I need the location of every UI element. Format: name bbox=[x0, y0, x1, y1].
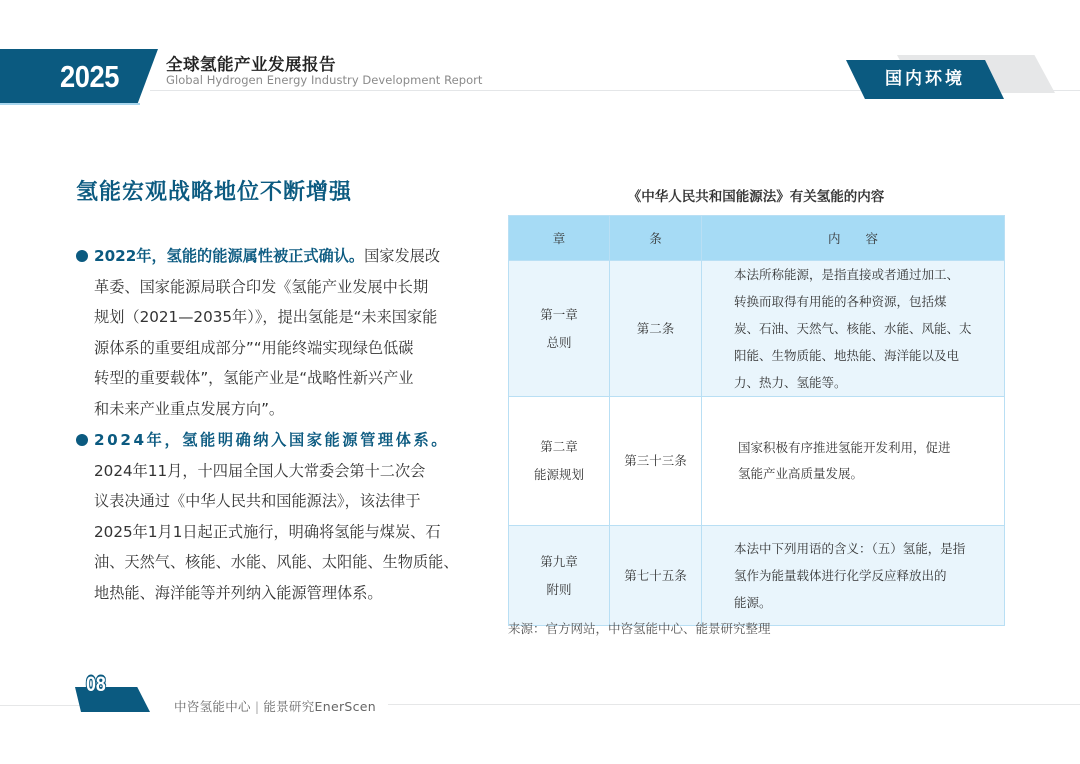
bullet-text-line: 油、天然气、核能、水能、风能、太阳能、生物质能、 bbox=[94, 553, 459, 571]
report-title-en: Global Hydrogen Energy Industry Development Report bbox=[166, 73, 483, 87]
bullet-paragraph-2024 bbox=[76, 425, 476, 608]
cell-content bbox=[702, 526, 1005, 626]
report-year: 2025 bbox=[60, 59, 119, 94]
content-line: 炭、石油、天然气、核能、水能、风能、太 bbox=[734, 321, 972, 336]
cell-content bbox=[702, 397, 1005, 526]
column-header-article: 条 bbox=[610, 216, 702, 261]
bullet-text-line: 2024年11月，十四届全国人大常委会第十二次会 bbox=[94, 461, 426, 480]
table-row bbox=[509, 397, 1005, 526]
content-line: 本法所称能源，是指直接或者通过加工、 bbox=[734, 267, 960, 282]
content-line: 本法中下列用语的含义：（五）氢能，是指 bbox=[734, 541, 966, 556]
content-line: 力、热力、氢能等。 bbox=[734, 375, 847, 390]
bullet-text-line: 和未来产业重点发展方向”。 bbox=[94, 399, 285, 418]
year-banner-underline bbox=[0, 103, 140, 105]
bullet-first-line bbox=[76, 241, 476, 272]
bullet-text-line: 规划（2021—2035年）》，提出氢能是“未来国家能 bbox=[94, 308, 438, 326]
chapter-name: 能源规划 bbox=[533, 467, 584, 482]
chapter-name: 总则 bbox=[546, 334, 572, 350]
table-source-note: 来源：官方网站，中咨氢能中心、能景研究整理 bbox=[508, 621, 771, 636]
bullet-text-line: 革委、国家能源局联合印发《氢能产业发展中长期 bbox=[94, 277, 429, 296]
footer-separator: | bbox=[254, 699, 260, 714]
bullet-text-line: 转型的重要载体”，氢能产业是“战略性新兴产业 bbox=[94, 369, 414, 387]
cell-content bbox=[702, 261, 1005, 397]
footer-divider-left bbox=[0, 705, 80, 706]
chapter-number: 第九章 bbox=[540, 553, 578, 569]
section-tab-label: 国内环境 bbox=[885, 69, 965, 89]
cell-article: 第二条 bbox=[610, 261, 702, 397]
energy-law-table bbox=[508, 215, 1005, 626]
chapter-number: 第一章 bbox=[540, 306, 578, 322]
bullet-text-line: 地热能、海洋能等并列纳入能源管理体系。 bbox=[94, 583, 383, 602]
section-title: 氢能宏观战略地位不断增强 bbox=[76, 180, 353, 205]
cell-chapter bbox=[509, 397, 610, 526]
footer-org-left: 中咨氢能中心 bbox=[174, 699, 251, 714]
table-header-row bbox=[509, 216, 1005, 261]
cell-article: 第三十三条 bbox=[610, 397, 702, 526]
page-number: 08 bbox=[86, 673, 106, 696]
bullet-text-line: 2025年1月1日起正式施行，明确将氢能与煤炭、石 bbox=[94, 522, 441, 541]
report-title-cn: 全球氢能产业发展报告 bbox=[166, 55, 336, 74]
cell-chapter bbox=[509, 261, 610, 397]
cell-chapter bbox=[509, 526, 610, 626]
chapter-name: 附则 bbox=[546, 581, 572, 597]
bullet-lead: 2024年，氢能明确纳入国家能源管理体系。 bbox=[94, 431, 450, 449]
bullet-text-line: 源体系的重要组成部分”“用能终端实现绿色低碳 bbox=[94, 338, 414, 357]
footer-credits bbox=[174, 697, 376, 715]
bullet-first-line bbox=[76, 425, 476, 456]
content-line: 氢能产业高质量发展。 bbox=[738, 466, 864, 481]
content-line: 转换而取得有用能的各种资源，包括煤 bbox=[734, 294, 947, 309]
bullet-dot-icon bbox=[76, 250, 88, 262]
table-row bbox=[509, 526, 1005, 626]
footer-org-right: 能景研究EnerScen bbox=[263, 699, 376, 714]
content-line: 能源。 bbox=[734, 595, 772, 610]
bullet-text-line: 议表决通过《中华人民共和国能源法》，该法律于 bbox=[94, 492, 421, 510]
column-header-content: 内 容 bbox=[702, 216, 1005, 261]
footer-divider-right bbox=[388, 704, 1080, 705]
content-line: 国家积极有序推进氢能开发利用，促进 bbox=[738, 440, 951, 455]
content-line: 氢作为能量载体进行化学反应释放出的 bbox=[734, 568, 947, 583]
column-header-chapter: 章 bbox=[509, 216, 610, 261]
table-row bbox=[509, 261, 1005, 397]
cell-article: 第七十五条 bbox=[610, 526, 702, 626]
bullet-paragraph-2022 bbox=[76, 241, 476, 424]
bullet-dot-icon bbox=[76, 434, 88, 446]
bullet-lead: 2022年，氢能的能源属性被正式确认。 bbox=[94, 247, 365, 265]
content-line: 阳能、生物质能、地热能、海洋能以及电 bbox=[734, 348, 960, 363]
chapter-number: 第二章 bbox=[540, 439, 578, 454]
bullet-text: 国家发展改 bbox=[364, 247, 441, 265]
table-caption: 《中华人民共和国能源法》有关氢能的内容 bbox=[627, 189, 885, 205]
